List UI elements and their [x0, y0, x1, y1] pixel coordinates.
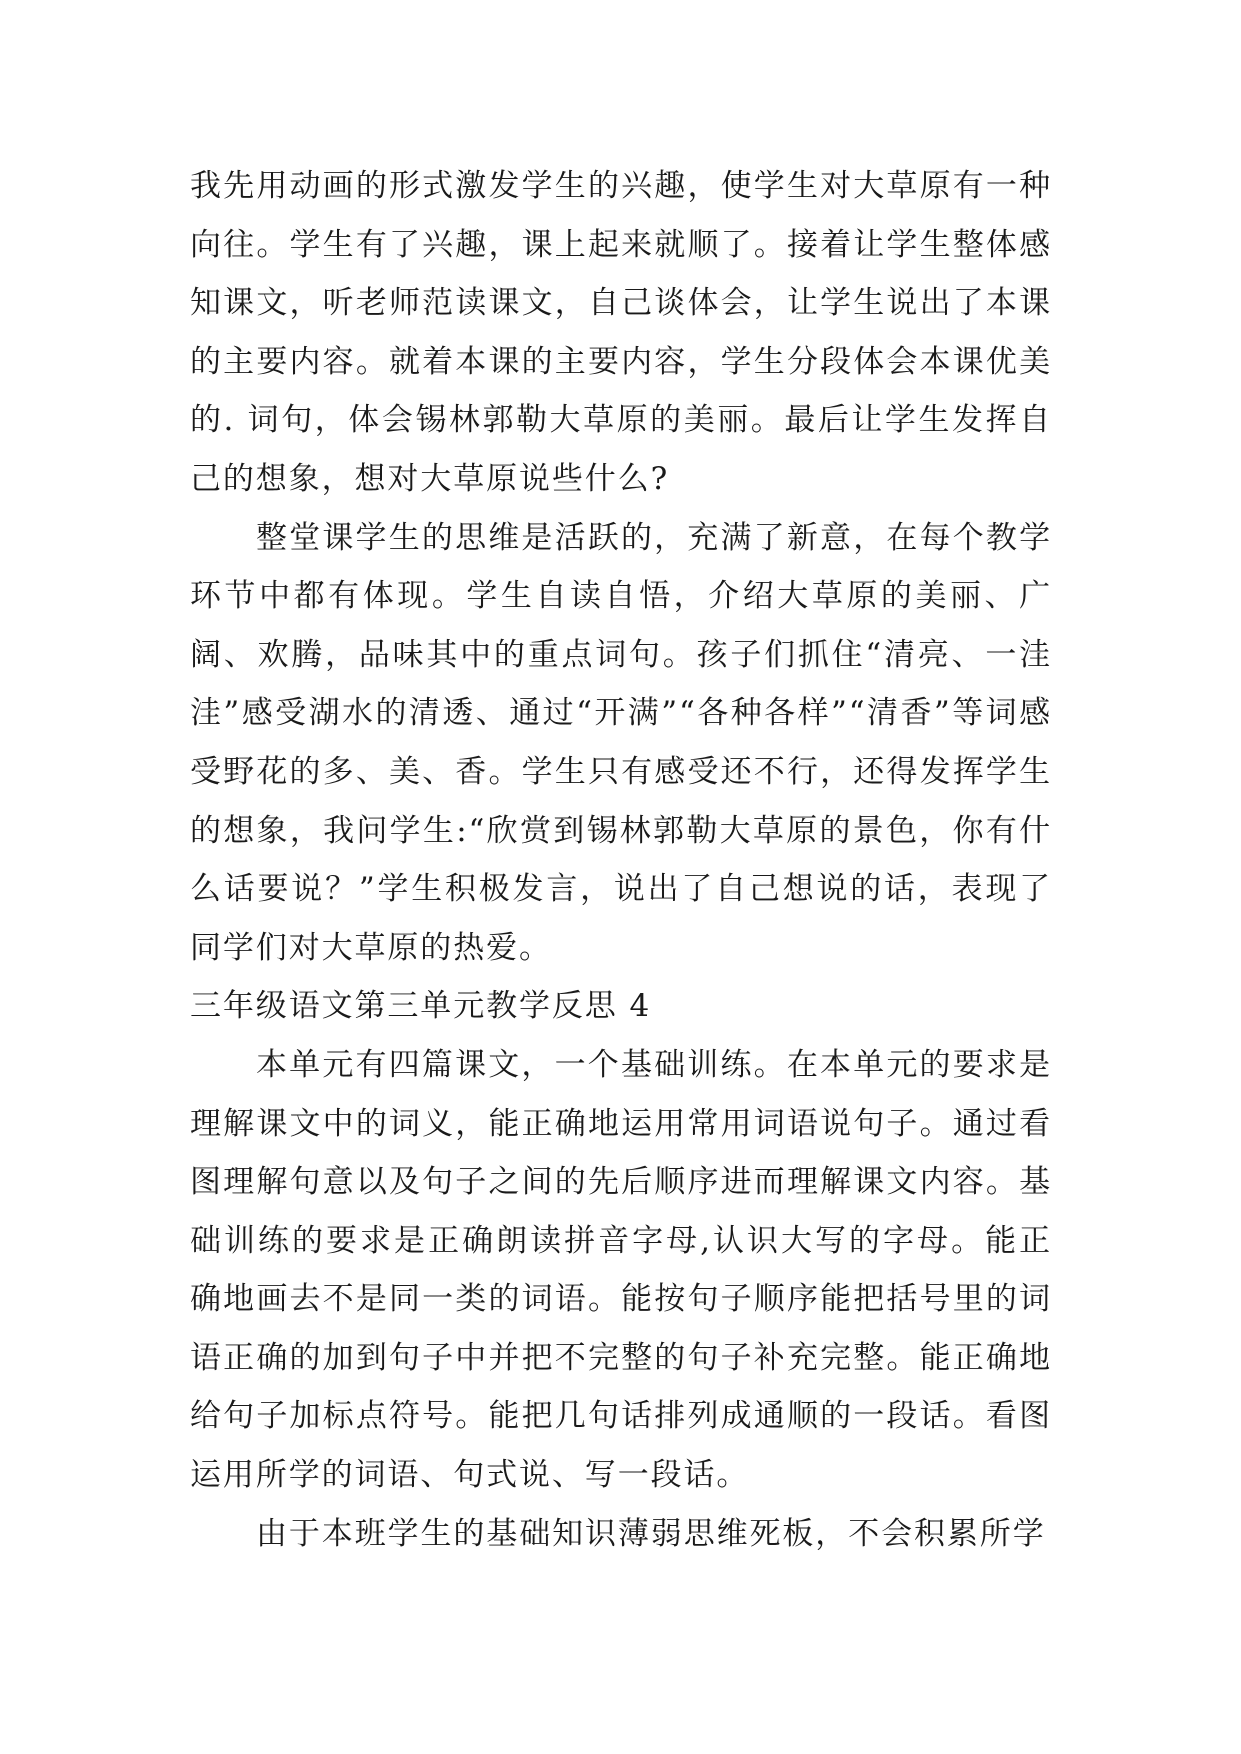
- paragraph-1: 我先用动画的形式激发学生的兴趣，使学生对大草原有一种向往。学生有了兴趣，课上起来就顺了。接着让学生整体感知课文，听老师范读课文，自己谈体会，让学生说出了本课的主要内容。就着本课的主要内容，学生分段体会本课优美的. 词句，体会锡林郭勒大草原的美丽。最后让学生发挥自己的想象，想对大草原说些什么?: [190, 168, 1052, 497]
- section-title: 三年级语文第三单元教学反思 4: [190, 988, 652, 1025]
- document-page: [190, 157, 1052, 1563]
- paragraph-2: 整堂课学生的思维是活跃的，充满了新意，在每个教学环节中都有体现。学生自读自悟，介绍大草原的美丽、广阔、欢腾，品味其中的重点词句。孩子们抓住“清亮、一洼洼”感受湖水的清透、通过“开满”“各种各样”“清香”等词感受野花的多、美、香。学生只有感受还不行，还得发挥学生的想象，我问学生:“欣赏到锡林郭勒大草原的景色，你有什么话要说？”学生积极发言，说出了自己想说的话，表现了同学们对大草原的热爱。: [190, 519, 1052, 966]
- paragraph-4: 由于本班学生的基础知识薄弱思维死板，不会积累所学: [256, 1515, 1046, 1552]
- paragraph-3: 本单元有四篇课文，一个基础训练。在本单元的要求是理解课文中的词义，能正确地运用常用词语说句子。通过看图理解句意以及句子之间的先后顺序进而理解课文内容。基础训练的要求是正确朗读拼音字母,认识大写的字母。能正确地画去不是同一类的词语。能按句子顺序能把括号里的词语正确的加到句子中并把不完整的句子补充完整。能正确地给句子加标点符号。能把几句话排列成通顺的一段话。看图运用所学的词语、句式说、写一段话。: [190, 1046, 1052, 1494]
